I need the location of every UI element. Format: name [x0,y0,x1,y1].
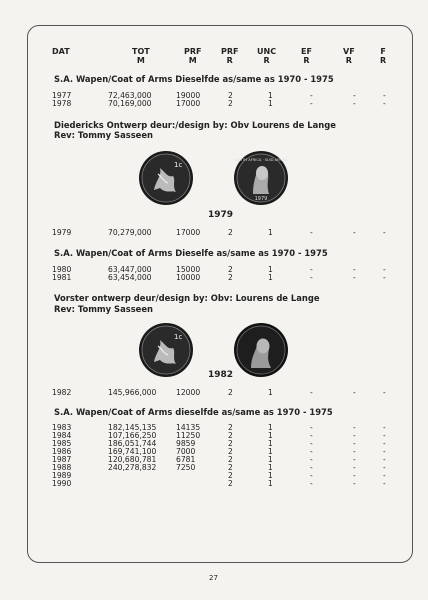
table-cell-unc: 1 [268,388,273,397]
table-cell-dat: 1979 [52,228,72,237]
table-cell-vf: - [353,439,356,448]
svg-text:SOUTH AFRICA · SUID AFRIKA: SOUTH AFRICA · SUID AFRIKA [234,158,288,162]
table-cell-dat: 1982 [52,388,72,397]
table-cell-tot: 186,051,744 [108,439,157,448]
table-cell-unc: 1 [268,439,273,448]
svg-text:1c: 1c [174,333,183,341]
table-cell-dat: 1988 [52,463,72,472]
table-cell-tot: 70,279,000 [108,228,152,237]
table-cell-f: - [383,431,386,440]
table-cell-unc: 1 [268,91,273,100]
header-f: F R [380,47,387,65]
table-cell-ef: - [310,388,313,397]
table-cell-prf-m: 17000 [176,228,201,237]
table-cell-vf: - [353,91,356,100]
table-cell-vf: - [353,479,356,488]
table-cell-ef: - [310,463,313,472]
table-cell-unc: 1 [268,463,273,472]
table-cell-vf: - [353,463,356,472]
table-cell-f: - [383,423,386,432]
table-cell-f: - [383,265,386,274]
table-cell-prf-r: 2 [228,99,233,108]
table-cell-prf-r: 2 [228,431,233,440]
table-cell-prf-r: 2 [228,471,233,480]
table-cell-prf-m: 15000 [176,265,201,274]
table-cell-prf-r: 2 [228,91,233,100]
header-unc: UNC R [257,47,277,65]
table-cell-prf-m: 19000 [176,91,201,100]
header-dat: DAT [52,47,70,56]
section-title: S.A. Wapen/Coat of Arms Dieselfde as/same as 1970 - 1975 [54,74,334,84]
table-cell-vf: - [353,447,356,456]
table-cell-ef: - [310,228,313,237]
svg-text:1c: 1c [174,161,183,169]
table-cell-ef: - [310,99,313,108]
table-cell-unc: 1 [268,423,273,432]
table-cell-f: - [383,471,386,480]
table-cell-dat: 1984 [52,431,72,440]
header-ef: EF R [301,47,312,65]
table-cell-tot: 145,966,000 [108,388,157,397]
coin-obverse-image [233,150,289,206]
section-subtitle: Rev: Tommy Sasseen [54,304,154,314]
table-cell-prf-r: 2 [228,273,233,282]
table-cell-tot: 72,463,000 [108,91,152,100]
table-cell-dat: 1985 [52,439,72,448]
table-cell-dat: 1987 [52,455,72,464]
table-cell-unc: 1 [268,265,273,274]
table-cell-dat: 1978 [52,99,72,108]
table-cell-prf-r: 2 [228,388,233,397]
table-cell-ef: - [310,423,313,432]
table-cell-unc: 1 [268,99,273,108]
table-cell-prf-m: 7250 [176,463,196,472]
table-cell-dat: 1980 [52,265,72,274]
table-cell-prf-r: 2 [228,228,233,237]
table-cell-dat: 1986 [52,447,72,456]
table-cell-prf-m: 12000 [176,388,201,397]
table-cell-dat: 1989 [52,471,72,480]
table-cell-ef: - [310,455,313,464]
table-cell-ef: - [310,471,313,480]
table-cell-unc: 1 [268,273,273,282]
table-cell-vf: - [353,431,356,440]
table-cell-unc: 1 [268,447,273,456]
table-cell-prf-m: 17000 [176,99,201,108]
table-cell-prf-r: 2 [228,439,233,448]
header-tot: TOT M [132,47,150,65]
section-subtitle: Rev: Tommy Sasseen [54,130,154,140]
coin-year-label: 1982 [208,370,234,380]
table-cell-ef: - [310,91,313,100]
table-cell-vf: - [353,471,356,480]
table-cell-dat: 1990 [52,479,72,488]
table-cell-f: - [383,439,386,448]
table-cell-f: - [383,447,386,456]
table-cell-f: - [383,455,386,464]
table-cell-prf-r: 2 [228,447,233,456]
table-cell-vf: - [353,455,356,464]
section-title: Vorster ontwerp deur/design by: Obv: Lourens de Lange [54,293,320,303]
header-prf-m: PRF M [184,47,202,65]
table-cell-tot: 182,145,135 [108,423,157,432]
table-cell-prf-r: 2 [228,423,233,432]
table-cell-f: - [383,479,386,488]
table-cell-tot: 240,278,832 [108,463,157,472]
table-cell-tot: 63,447,000 [108,265,152,274]
table-cell-tot: 169,741,100 [108,447,157,456]
table-cell-f: - [383,273,386,282]
header-vf: VF R [343,47,355,65]
svg-text:1979: 1979 [254,196,268,202]
table-cell-ef: - [310,431,313,440]
table-cell-vf: - [353,388,356,397]
table-cell-ef: - [310,447,313,456]
table-cell-vf: - [353,265,356,274]
table-cell-f: - [383,228,386,237]
table-cell-vf: - [353,273,356,282]
table-cell-prf-m: 11250 [176,431,201,440]
table-cell-prf-r: 2 [228,463,233,472]
table-cell-f: - [383,99,386,108]
table-cell-prf-m: 7000 [176,447,196,456]
table-cell-tot: 70,169,000 [108,99,152,108]
table-cell-dat: 1977 [52,91,72,100]
table-cell-unc: 1 [268,455,273,464]
table-cell-vf: - [353,99,356,108]
table-cell-unc: 1 [268,479,273,488]
table-cell-tot: 107,166,250 [108,431,157,440]
table-cell-unc: 1 [268,471,273,480]
table-cell-prf-r: 2 [228,479,233,488]
table-cell-ef: - [310,265,313,274]
section-title: S.A. Wapen/Coat of Arms dieselfde as/same as 1970 - 1975 [54,407,333,417]
table-cell-prf-r: 2 [228,455,233,464]
section-title: S.A. Wapen/Coat of Arms Dieselfe as/same as 1970 - 1975 [54,248,328,258]
table-cell-prf-m: 10000 [176,273,201,282]
table-cell-vf: - [353,423,356,432]
table-cell-f: - [383,91,386,100]
coin-obverse-image [233,322,289,378]
table-cell-ef: - [310,273,313,282]
table-cell-ef: - [310,439,313,448]
page-number: 27 [209,574,218,582]
section-title: Diedericks Ontwerp deur:/design by: Obv Lourens de Lange [54,120,336,130]
table-cell-prf-m: 14135 [176,423,201,432]
table-cell-tot: 63,454,000 [108,273,152,282]
coin-reverse-image [138,150,194,206]
table-cell-ef: - [310,479,313,488]
table-cell-unc: 1 [268,431,273,440]
table-cell-f: - [383,388,386,397]
table-cell-vf: - [353,228,356,237]
coin-reverse-image [138,322,194,378]
header-prf-r: PRF R [221,47,239,65]
table-cell-unc: 1 [268,228,273,237]
coin-year-label: 1979 [208,210,234,220]
table-cell-tot: 120,680,781 [108,455,157,464]
table-cell-dat: 1983 [52,423,72,432]
table-cell-dat: 1981 [52,273,72,282]
table-cell-f: - [383,463,386,472]
table-cell-prf-r: 2 [228,265,233,274]
table-cell-prf-m: 9859 [176,439,196,448]
table-cell-prf-m: 6781 [176,455,196,464]
